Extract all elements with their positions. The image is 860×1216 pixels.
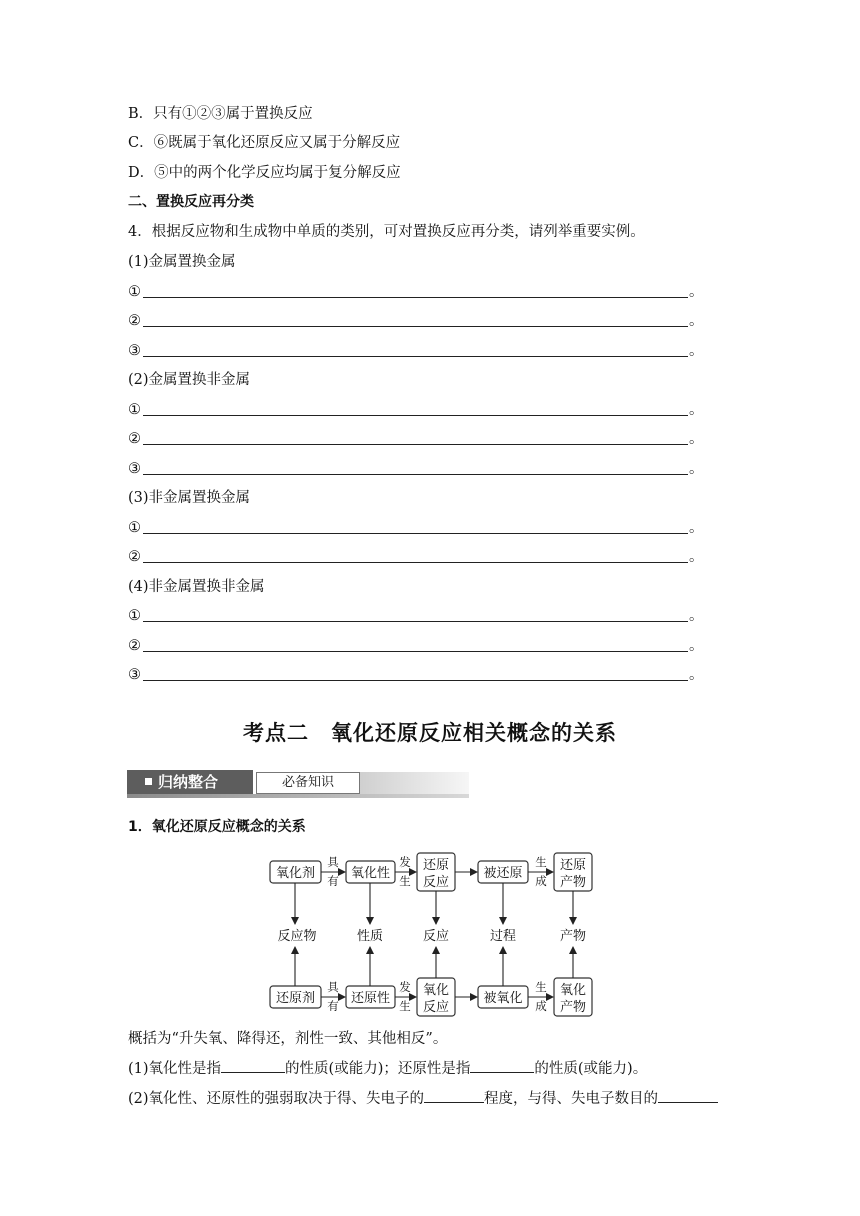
period-mark: 。 xyxy=(689,313,704,329)
label-reactant: 反应物 xyxy=(277,929,317,944)
answer-blank[interactable] xyxy=(658,1088,718,1103)
item-number: ① xyxy=(128,608,141,624)
label-oxidation-reaction-2: 反应 xyxy=(422,1000,450,1015)
answer-line[interactable] xyxy=(128,459,704,479)
link-top-1b: 有 xyxy=(327,874,339,888)
link-top-2a: 发 xyxy=(399,855,411,869)
page-title: 考点二 氧化还原反应相关概念的关系 xyxy=(243,721,617,745)
label-process: 过程 xyxy=(489,929,517,944)
summary-text: 概括为“升失氧、降得还，剂性一致、其他相反”。 xyxy=(128,1031,448,1047)
link-bottom-3b: 成 xyxy=(535,999,547,1013)
label-oxidation-reaction-1: 氧化 xyxy=(422,983,450,998)
label-reduction-product-2: 产物 xyxy=(559,875,587,890)
answer-line[interactable] xyxy=(128,341,704,361)
answer-line[interactable] xyxy=(128,636,704,656)
label-oxidation-product-1: 氧化 xyxy=(559,983,587,998)
link-top-1a: 具 xyxy=(327,855,339,869)
item-number: ③ xyxy=(128,342,141,359)
banner-fade xyxy=(359,772,469,794)
answer-underline[interactable] xyxy=(143,297,688,298)
group-label: (2)金属置换非金属 xyxy=(128,372,251,388)
label-oxidation-product-2: 产物 xyxy=(559,1000,587,1015)
link-bottom-1b: 有 xyxy=(327,999,339,1013)
banner-left xyxy=(127,770,253,794)
group-label: (3)非金属置换金属 xyxy=(128,490,251,506)
period-mark: 。 xyxy=(689,283,704,300)
label-oxidizing: 氧化性 xyxy=(350,866,391,881)
label-oxidant: 氧化剂 xyxy=(275,866,316,881)
banner-left-label: 归纳整合 xyxy=(158,773,219,791)
item-number: ③ xyxy=(128,460,141,477)
label-reduction-reaction-1: 还原 xyxy=(422,858,450,873)
section-banner xyxy=(127,770,469,798)
answer-line[interactable] xyxy=(128,429,704,449)
link-top-3b: 成 xyxy=(535,874,547,888)
link-bottom-3a: 生 xyxy=(535,980,547,994)
link-bottom-1a: 具 xyxy=(327,980,339,994)
period-mark: 。 xyxy=(689,401,704,418)
answer-line[interactable] xyxy=(128,665,704,685)
answer-line[interactable] xyxy=(128,547,704,567)
banner-underline xyxy=(127,794,469,798)
p2-part-b: 程度，与得、失电子数目的 xyxy=(484,1091,659,1107)
answer-line[interactable] xyxy=(128,606,704,626)
answer-underline[interactable] xyxy=(143,651,688,652)
item-number: ① xyxy=(128,401,141,418)
link-bottom-2a: 发 xyxy=(399,980,411,994)
item-number: ① xyxy=(128,519,141,536)
item-number: ② xyxy=(128,431,141,447)
period-mark: 。 xyxy=(689,667,704,683)
item-number: ② xyxy=(128,313,141,329)
link-bottom-2b: 生 xyxy=(399,999,411,1013)
label-reduction-product-1: 还原 xyxy=(559,858,587,873)
label-reductant: 还原剂 xyxy=(275,991,316,1006)
group-label: (4)非金属置换非金属 xyxy=(128,578,265,595)
question-4: 4．根据反应物和生成物中单质的类别，可对置换反应再分类，请列举重要实例。 xyxy=(128,224,645,240)
section-heading-2: 二、置换反应再分类 xyxy=(128,194,254,210)
subheading-1: 1．氧化还原反应概念的关系 xyxy=(128,819,306,835)
label-reaction: 反应 xyxy=(422,929,450,944)
link-top-2b: 生 xyxy=(399,874,411,888)
answer-underline[interactable] xyxy=(143,356,688,357)
answer-underline[interactable] xyxy=(143,621,688,622)
period-mark: 。 xyxy=(689,460,704,477)
label-reducing: 还原性 xyxy=(350,991,391,1006)
label-property: 性质 xyxy=(356,929,384,944)
p2-part-a: (2)氧化性、还原性的强弱取决于得、失电子的 xyxy=(128,1091,425,1107)
option-b: B．只有①②③属于置换反应 xyxy=(128,106,313,122)
answer-underline[interactable] xyxy=(143,680,688,681)
answer-line[interactable] xyxy=(128,518,704,538)
p1-part-c: 的性质(或能力)。 xyxy=(534,1061,648,1077)
answer-underline[interactable] xyxy=(143,415,688,416)
paragraph-2 xyxy=(128,1088,718,1109)
period-mark: 。 xyxy=(689,637,704,654)
paragraph-1 xyxy=(128,1058,647,1079)
p1-part-b: 的性质(或能力)；还原性是指 xyxy=(285,1061,471,1077)
answer-blank[interactable] xyxy=(470,1058,534,1073)
group-label: (1)金属置换金属 xyxy=(128,254,236,270)
item-number: ② xyxy=(128,637,141,654)
period-mark: 。 xyxy=(689,519,704,536)
answer-line[interactable] xyxy=(128,400,704,420)
concept-diagram xyxy=(0,850,860,1020)
period-mark: 。 xyxy=(689,342,704,359)
period-mark: 。 xyxy=(689,549,704,565)
item-number: ② xyxy=(128,549,141,565)
item-number: ③ xyxy=(128,667,141,683)
square-bullet-icon xyxy=(145,778,152,785)
p1-part-a: (1)氧化性是指 xyxy=(128,1061,222,1077)
banner-right: 必备知识 xyxy=(256,772,360,794)
answer-underline[interactable] xyxy=(143,562,688,563)
item-number: ① xyxy=(128,283,141,300)
label-reduction-reaction-2: 反应 xyxy=(422,875,450,890)
label-oxidized: 被氧化 xyxy=(483,991,523,1006)
answer-underline[interactable] xyxy=(143,326,688,327)
period-mark: 。 xyxy=(689,431,704,447)
answer-underline[interactable] xyxy=(143,444,688,445)
period-mark: 。 xyxy=(689,608,704,624)
label-product: 产物 xyxy=(559,929,587,944)
answer-underline[interactable] xyxy=(143,533,688,534)
answer-line[interactable] xyxy=(128,282,704,302)
answer-line[interactable] xyxy=(128,311,704,331)
option-c: C．⑥既属于氧化还原反应又属于分解反应 xyxy=(128,135,401,151)
answer-underline[interactable] xyxy=(143,474,688,475)
answer-blank[interactable] xyxy=(424,1088,484,1103)
option-d: D．⑤中的两个化学反应均属于复分解反应 xyxy=(128,165,401,181)
answer-blank[interactable] xyxy=(221,1058,285,1073)
link-top-3a: 生 xyxy=(535,855,547,869)
label-reduced: 被还原 xyxy=(483,866,523,881)
